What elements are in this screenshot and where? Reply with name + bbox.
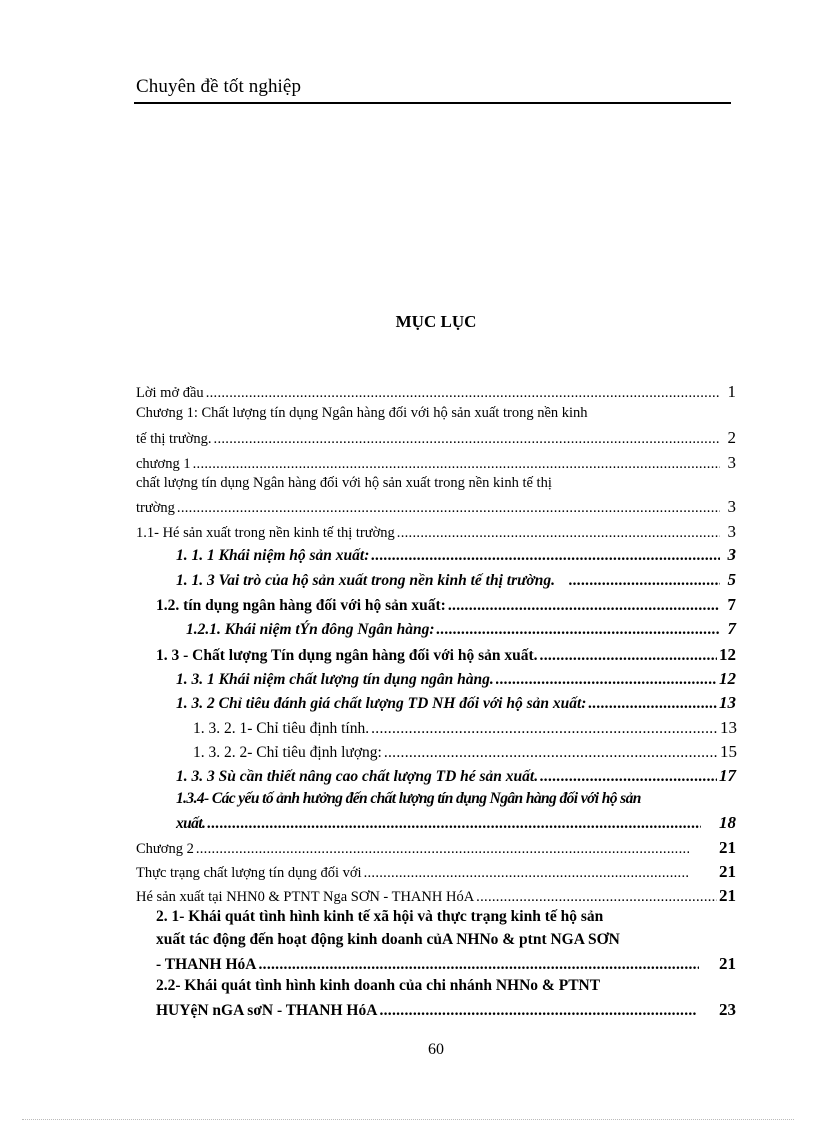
toc-entry-line: chất lượng tín dụng Ngân hàng đối với hộ sản xuất trong nền kinh tế thị xyxy=(136,475,552,491)
toc-title: MỤC LỤC xyxy=(395,312,477,331)
toc-entry-text: 1. 3 - Chất lượng Tín dụng ngân hàng đối với hộ sản xuất. xyxy=(156,647,538,664)
toc-entry[interactable] xyxy=(136,497,736,517)
dot-leader xyxy=(177,500,720,517)
toc-entry-text: HUYệN nGA sơN - THANH HóA xyxy=(156,1002,378,1019)
dot-leader xyxy=(384,744,718,762)
toc-entry-page: 1 xyxy=(727,382,736,401)
toc-entry-page: 7 xyxy=(727,619,736,638)
toc-entry-page: 3 xyxy=(727,453,736,472)
toc-entry[interactable] xyxy=(136,382,736,402)
toc-entry[interactable] xyxy=(156,1000,736,1020)
dot-leader xyxy=(540,647,717,665)
toc-entry[interactable] xyxy=(176,545,736,565)
dot-leader xyxy=(371,547,720,565)
dot-leader xyxy=(193,456,720,473)
toc-entry-text: 1.2. tín dụng ngân hàng đối với hộ sản xuất: xyxy=(156,597,446,614)
toc-entry-page: 15 xyxy=(720,742,737,761)
toc-entry-text: 1. 3. 3 Sù cần thiết nâng cao chất lượng TD hé sản xuất. xyxy=(176,768,539,785)
dot-leader xyxy=(496,671,717,689)
toc-entry[interactable] xyxy=(156,595,736,615)
toc-entry-line: 2. 1- Khái quát tình hình kinh tế xã hội và thực trạng kinh tế hộ sản xyxy=(156,908,604,925)
toc-entry-text: 1.2.1. Khái niệm tÝn đông Ngân hàng: xyxy=(186,621,435,638)
toc-entry-line: 1.3.4- Các yếu tố ảnh hưởng đến chất lượng tín dụng Ngân hàng đối với hộ sản xyxy=(176,790,641,807)
toc-entry-line: xuất tác động đến hoạt động kinh doanh củA NHNo & ptnt NGA SƠN xyxy=(156,931,620,948)
toc-entry-text: 1. 1. 1 Khái niệm hộ sản xuất: xyxy=(176,547,370,564)
toc-entry-text: 1. 3. 2. 1- Chỉ tiêu định tính. xyxy=(193,720,370,737)
dot-leader xyxy=(206,385,720,402)
toc-entry[interactable] xyxy=(136,862,736,882)
dot-leader xyxy=(397,525,720,542)
toc-entry-text: trường xyxy=(136,500,175,516)
dot-leader xyxy=(196,841,689,858)
dot-leader xyxy=(258,956,699,974)
toc-entry-page: 2 xyxy=(727,428,736,447)
toc-entry-page: 13 xyxy=(719,693,736,712)
toc-entry-page: 21 xyxy=(719,954,736,973)
dot-leader xyxy=(540,768,717,786)
toc-entry-text: 1.1- Hé sản xuất trong nền kinh tế thị trường xyxy=(136,525,395,541)
toc-entry[interactable] xyxy=(136,838,736,858)
dot-leader xyxy=(364,865,689,882)
toc-entry-text: Thực trạng chất lượng tín dụng đối với xyxy=(136,865,362,881)
dot-leader xyxy=(569,572,720,590)
dot-leader xyxy=(588,695,717,713)
dot-leader xyxy=(448,597,720,615)
toc-entry[interactable] xyxy=(136,886,736,906)
toc-entry-line: 2.2- Khái quát tình hình kinh doanh của chi nhánh NHNo & PTNT xyxy=(156,977,601,994)
toc-entry-text: 1. 3. 2 Chỉ tiêu đánh giá chất lượng TD NH đối với hộ sản xuất: xyxy=(176,695,587,712)
toc-entry-page: 23 xyxy=(719,1000,736,1019)
toc-entry[interactable] xyxy=(176,570,736,590)
dot-leader xyxy=(371,720,718,738)
dot-leader xyxy=(214,431,720,448)
toc-entry[interactable] xyxy=(156,954,736,974)
toc-entry[interactable] xyxy=(193,742,737,762)
toc-entry[interactable] xyxy=(176,693,736,713)
page-number: 60 xyxy=(428,1041,444,1058)
toc-entry-text: 1. 1. 3 Vai trò của hộ sản xuất trong nền kinh tế thị trường. xyxy=(176,572,555,589)
toc-entry-page: 12 xyxy=(719,645,736,664)
toc-entry-text: - THANH HóA xyxy=(156,956,257,973)
toc-entry-page: 13 xyxy=(720,718,737,737)
dot-leader xyxy=(207,815,701,833)
toc-entry-page: 7 xyxy=(727,595,736,614)
toc-entry-page: 5 xyxy=(727,570,736,589)
toc-entry-text: 1. 3. 2. 2- Chỉ tiêu định lượng: xyxy=(193,744,382,761)
toc-entry[interactable] xyxy=(136,428,736,448)
toc-entry-text: Lời mở đầu xyxy=(136,385,204,401)
toc-entry-line: Chương 1: Chất lượng tín dụng Ngân hàng đối với hộ sản xuất trong nền kinh xyxy=(136,405,588,421)
toc-entry[interactable] xyxy=(193,718,737,738)
toc-entry[interactable] xyxy=(176,669,736,689)
toc-entry[interactable] xyxy=(186,619,736,639)
toc-entry-text: chương 1 xyxy=(136,456,191,472)
toc-entry-page: 21 xyxy=(719,886,736,905)
page-bottom-rule xyxy=(22,1119,794,1120)
dot-leader xyxy=(436,621,720,639)
toc-entry-page: 3 xyxy=(727,545,736,564)
toc-entry-text: tế thị trường. xyxy=(136,431,212,447)
toc-entry-page: 3 xyxy=(727,522,736,541)
page-header-title: Chuyên đề tốt nghiệp xyxy=(136,76,302,97)
dot-leader xyxy=(476,889,717,906)
toc-entry-text: xuất. xyxy=(176,815,206,832)
toc-entry-text: Chương 2 xyxy=(136,841,194,857)
toc-entry[interactable] xyxy=(176,813,736,833)
toc-entry-page: 21 xyxy=(719,838,736,857)
toc-entry[interactable] xyxy=(156,645,736,665)
toc-entry[interactable] xyxy=(136,453,736,473)
dot-leader xyxy=(379,1002,697,1020)
toc-entry[interactable] xyxy=(176,766,736,786)
toc-entry-text: 1. 3. 1 Khái niệm chất lượng tín dụng ngân hàng. xyxy=(176,671,494,688)
toc-entry-page: 21 xyxy=(719,862,736,881)
toc-entry-page: 12 xyxy=(719,669,736,688)
toc-entry[interactable] xyxy=(136,522,736,542)
toc-entry-text: Hé sản xuất tại NHN0 & PTNT Nga SƠN - THANH HóA xyxy=(136,889,475,905)
toc-entry-page: 17 xyxy=(719,766,736,785)
toc-entry-page: 18 xyxy=(719,813,736,832)
toc-entry-page: 3 xyxy=(727,497,736,516)
